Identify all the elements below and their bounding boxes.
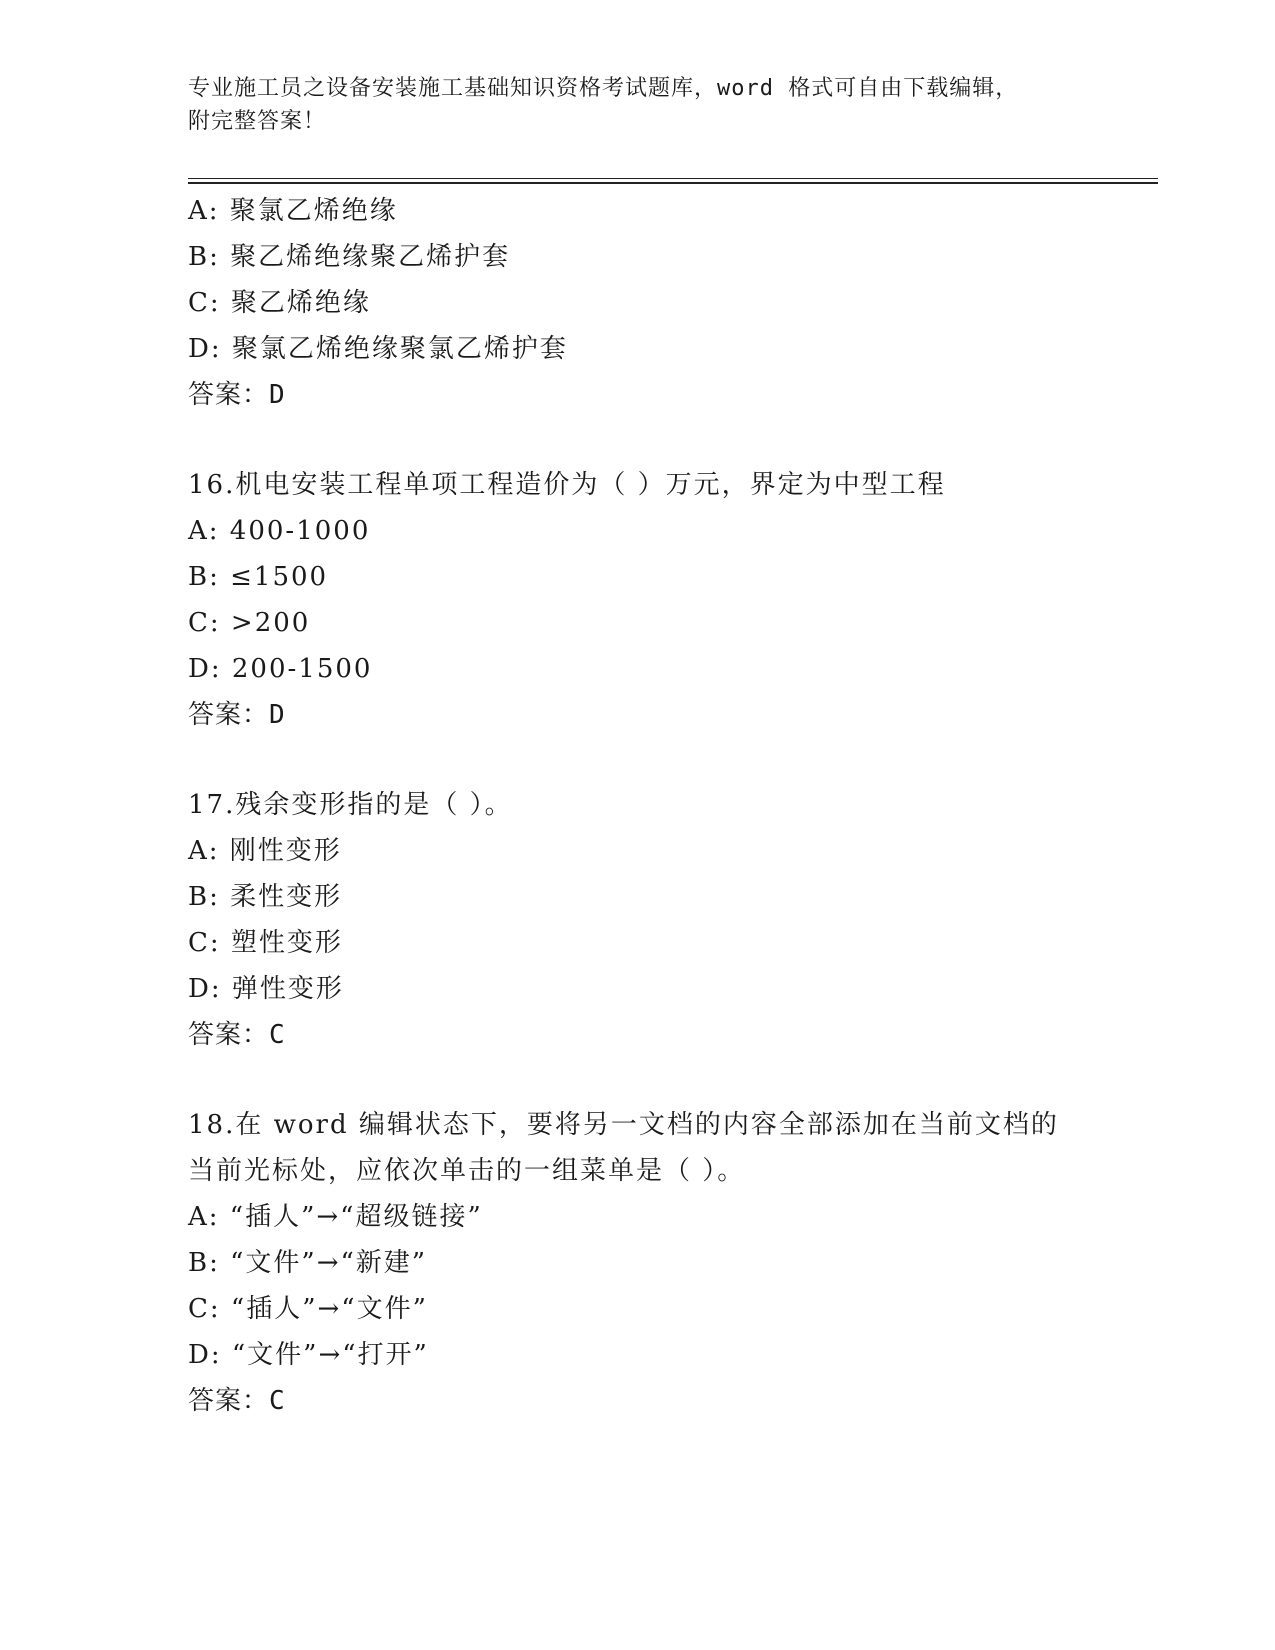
question-list	[188, 188, 1168, 1424]
option-d: D: “文件”→“打开”	[188, 1340, 429, 1370]
option-c: C: “插人”→“文件”	[188, 1294, 428, 1324]
question-text: 18.在 word 编辑状态下，要将另一文档的内容全部添加在当前文档的当前光标处，应依次单击的一组菜单是（ ）。	[188, 1110, 1059, 1186]
header-line-2: 附完整答案！	[188, 109, 327, 134]
option-d: D: 200-1500	[188, 654, 373, 684]
option-b: B: 柔性变形	[188, 882, 343, 912]
answer-value: C	[269, 1020, 286, 1050]
option-d: D: 弹性变形	[188, 974, 344, 1004]
question-text: 17.残余变形指的是（ ）。	[188, 790, 513, 820]
option-c: C: 聚乙烯绝缘	[188, 288, 371, 318]
answer-label: 答案：	[188, 1020, 270, 1050]
question-block	[188, 782, 1168, 1058]
option-a: A: 聚氯乙烯绝缘	[188, 196, 398, 226]
answer-value: C	[269, 1386, 286, 1416]
answer-line	[188, 1378, 1168, 1424]
question-block	[188, 1102, 1168, 1424]
answer-line	[188, 1012, 1168, 1058]
answer-value: D	[269, 380, 286, 410]
header-divider	[188, 178, 1158, 179]
question-block	[188, 188, 1168, 418]
header-line-1: 专业施工员之设备安装施工基础知识资格考试题库，word 格式可自由下载编辑，	[188, 76, 1019, 101]
document-header	[188, 72, 1068, 138]
answer-line	[188, 372, 1168, 418]
option-b: B: 聚乙烯绝缘聚乙烯护套	[188, 242, 511, 272]
answer-label: 答案：	[188, 700, 270, 730]
option-a: A: 刚性变形	[188, 836, 342, 866]
option-a: A: 400-1000	[188, 516, 371, 546]
question-text: 16.机电安装工程单项工程造价为（ ）万元，界定为中型工程	[188, 470, 946, 500]
answer-label: 答案：	[188, 1386, 270, 1416]
option-c: C: >200	[188, 608, 311, 638]
header-divider-thick	[188, 182, 1158, 184]
option-d: D: 聚氯乙烯绝缘聚氯乙烯护套	[188, 334, 568, 364]
option-c: C: 塑性变形	[188, 928, 343, 958]
answer-value: D	[269, 700, 286, 730]
option-a: A: “插人”→“超级链接”	[188, 1202, 483, 1232]
answer-label: 答案：	[188, 380, 270, 410]
question-block	[188, 462, 1168, 738]
option-b: B: ≤1500	[188, 562, 329, 592]
option-b: B: “文件”→“新建”	[188, 1248, 428, 1278]
answer-line	[188, 692, 1168, 738]
